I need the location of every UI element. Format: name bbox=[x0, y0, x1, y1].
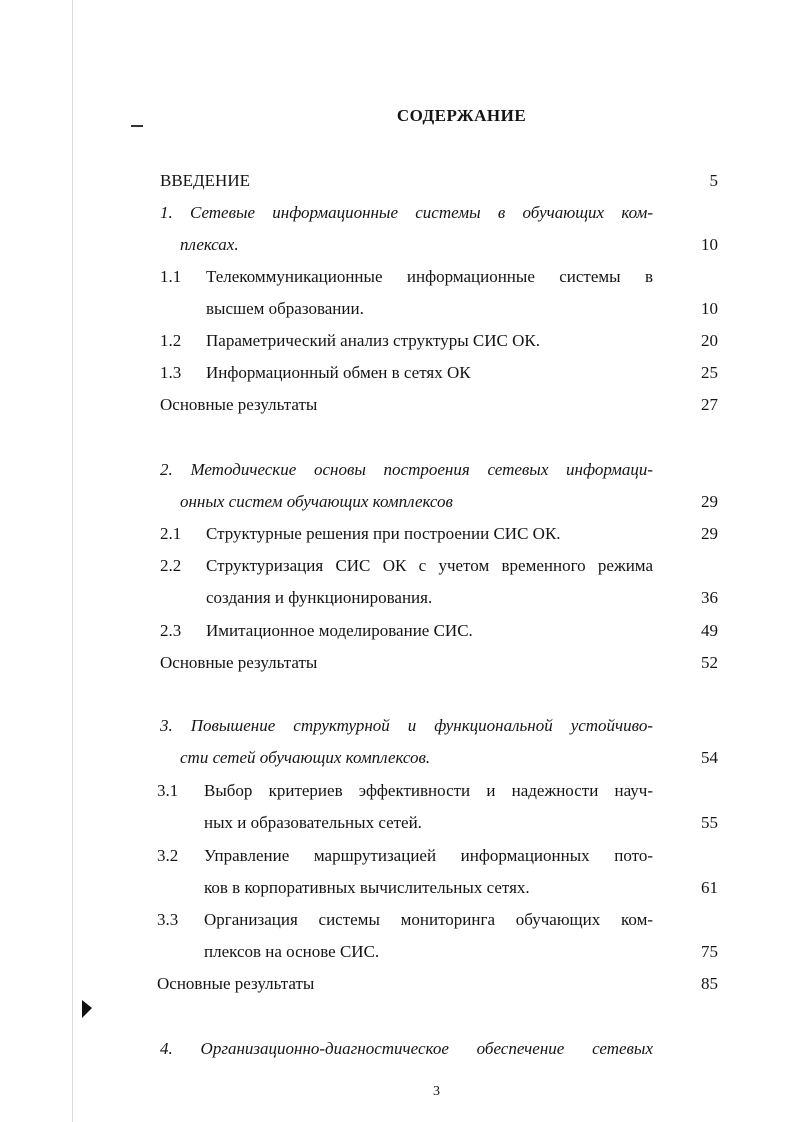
toc-2-3-number: 2.3 bbox=[160, 621, 182, 640]
toc-3-2-line1: Управление маршрутизацией информационных пото- bbox=[204, 846, 653, 865]
toc-1-1-number: 1.1 bbox=[160, 267, 182, 286]
toc-1-2-number: 1.2 bbox=[160, 331, 182, 350]
toc-3-2-page: 61 bbox=[701, 878, 718, 897]
scan-arrow-mark bbox=[82, 1000, 92, 1018]
toc-intro-label: ВВЕДЕНИЕ bbox=[160, 171, 250, 190]
toc-3-3-page: 75 bbox=[701, 942, 718, 961]
toc-2-2-page: 36 bbox=[701, 588, 718, 607]
toc-3-1-number: 3.1 bbox=[157, 781, 179, 800]
toc-ch3-title-line1: 3. Повышение структурной и функциональной устойчиво- bbox=[160, 716, 653, 735]
toc-ch1-title-line1: 1. Сетевые информационные системы в обучающих ком- bbox=[160, 203, 653, 222]
toc-1-1-line1: Телекоммуникационные информационные системы в bbox=[206, 267, 653, 286]
toc-ch3-page: 54 bbox=[701, 748, 718, 767]
toc-3-2-line2: ков в корпоративных вычислительных сетях. bbox=[204, 878, 530, 897]
toc-ch2-title-line2: онных систем обучающих комплексов bbox=[180, 492, 453, 511]
toc-1-3-line1: Информационный обмен в сетях ОК bbox=[206, 363, 471, 382]
toc-ch2-title-line1: 2. Методические основы построения сетевых информаци- bbox=[160, 460, 653, 479]
toc-3-3-line2: плексов на основе СИС. bbox=[204, 942, 380, 961]
toc-ch1-results-label: Основные результаты bbox=[160, 395, 318, 414]
toc-ch4-title-line1: 4. Организационно-диагностическое обеспечение сетевых bbox=[160, 1039, 653, 1058]
toc-2-1-line1: Структурные решения при построении СИС ОК. bbox=[206, 524, 561, 543]
toc-ch1-page: 10 bbox=[701, 235, 718, 254]
toc-2-3-line1: Имитационное моделирование СИС. bbox=[206, 621, 473, 640]
toc-1-1-line2: высшем образовании. bbox=[206, 299, 364, 318]
page-edge bbox=[72, 0, 73, 1122]
toc-2-2-line1: Структуризация СИС ОК с учетом временного режима bbox=[206, 556, 653, 575]
toc-1-2-page: 20 bbox=[701, 331, 718, 350]
toc-2-1-number: 2.1 bbox=[160, 524, 182, 543]
toc-2-2-line2: создания и функционирования. bbox=[206, 588, 433, 607]
toc-ch1-title-line2: плексах. bbox=[180, 235, 239, 254]
toc-ch1-results-page: 27 bbox=[701, 395, 718, 414]
toc-ch3-results-page: 85 bbox=[701, 974, 718, 993]
page-title: СОДЕРЖАНИЕ bbox=[396, 106, 527, 125]
toc-1-2-line1: Параметрический анализ структуры СИС ОК. bbox=[206, 331, 540, 350]
toc-3-2-number: 3.2 bbox=[157, 846, 179, 865]
toc-3-1-line2: ных и образовательных сетей. bbox=[204, 813, 422, 832]
toc-ch3-results-label: Основные результаты bbox=[157, 974, 315, 993]
toc-ch3-title-line2: сти сетей обучающих комплексов. bbox=[180, 748, 431, 767]
toc-3-1-line1: Выбор критериев эффективности и надежности науч- bbox=[204, 781, 653, 800]
toc-1-3-number: 1.3 bbox=[160, 363, 182, 382]
page-number: 3 bbox=[433, 1084, 440, 1099]
toc-ch2-page: 29 bbox=[701, 492, 718, 511]
toc-2-3-page: 49 bbox=[701, 621, 718, 640]
toc-1-3-page: 25 bbox=[701, 363, 718, 382]
toc-3-3-number: 3.3 bbox=[157, 910, 179, 929]
toc-ch2-results-label: Основные результаты bbox=[160, 653, 318, 672]
toc-3-3-line1: Организация системы мониторинга обучающих ком- bbox=[204, 910, 653, 929]
toc-intro-page: 5 bbox=[709, 171, 718, 190]
toc-1-1-page: 10 bbox=[701, 299, 718, 318]
toc-3-1-page: 55 bbox=[701, 813, 718, 832]
toc-ch2-results-page: 52 bbox=[701, 653, 718, 672]
toc-2-1-page: 29 bbox=[701, 524, 718, 543]
toc-2-2-number: 2.2 bbox=[160, 556, 182, 575]
